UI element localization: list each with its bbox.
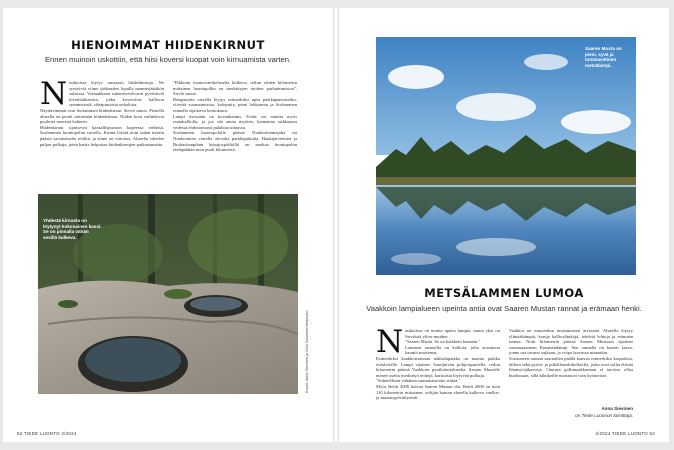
right-col1-p2: "Saaren Musta. Se on kaikkein kaunein." [405,339,481,345]
right-page [339,8,669,442]
photo-credit: Kuvat: Anna Sievinen ja Ossi Saarinen/Vastavalo [305,310,309,393]
left-page [3,8,333,442]
dropcap-n: N [40,76,68,112]
right-col1-p6: Myös Reitti 2000 kulvaa Saaren Mustan ohi. Reitti 2000 on noin 110 kilometrin mittainen, reilijän kuntan alueella kulkeva vaellus- ja maastopyöräilyreitti. [376,383,500,401]
left-photo-caption: Yhdestä kirnusta on löytynyt kokonainen kasvi. Se on pinnalla vähän vesillä kulkeva. [43,218,102,240]
right-photo-caption: Saaren Musta on pieni, syvä ja tummavetinen metsälampi. [585,46,622,68]
lake-photo [376,37,636,275]
author-role: on Tiede Luonnon toimittaja. [575,413,633,418]
left-folio: 52 TIEDE LUONTO 4/2024 [17,431,77,436]
author-name: Anna Sievinen [601,406,633,411]
left-col2-p1: "Pikkuiin luontovaeskeluselta kulkeva, reilun viiden kilometrin mittainen luontopolku on merkittyjen reittien parhaimmistoa", Sirviö sanoo. [173,80,297,97]
left-deck: Ennen muinoin uskottiin, että hiisi koversi kuopat voin kirnuamista varten. [44,55,292,64]
right-folio: 4/2024 TIEDE LUONTO 53 [595,431,655,436]
right-col1-p5: "Suhteellisen vähänen suunnistustaito riittää." [376,378,461,384]
left-col2-p4: Sorlammen luontopolulle pääsee Nuukiolonmajalta tai Nuukiontien varrella olevalta parkkipaikalta. Haukijärventien ja Brobackanpihan huoajoypäiliöllä on matkaa luontopolun eteläpäähän noin puoli kilometriä. [173,130,297,153]
left-col2-p2: Rengaseitin varrella löytyy esimerkiksi upea päätkäpanoaseltto, viiveää suomaimistoa, kelopuita, pieni lohkareita ja Sorlammen rannalla sijaitseva keittokatos. [173,96,297,113]
left-col1-p3: Hiidenkirnut sijaitsevat kansallispuiston kupeessa etelässä. Sorlammen luontopolun varrella. Kirnut löytää noin sadan metrin päästä varsinaiselta reitiltä, ja sinne on viitoitus. Alueelta riittelee paljon polkuja, joten kartta helpottaa hiidenkirnujen paikantamista. [40,124,164,147]
left-col2-p3: Lampi itsessään on kovankaunis. Eväät voi nauttia myös rantakalliolla, ja jos sää antaa myöten, kannattaa taikkaassa vedessä ehdottomasti pulahtaa uimassa. [173,113,297,130]
right-column-2 [509,328,633,378]
left-col1-p1: uukioissa löytyy runsaasti hiidenkirnuja. Ne syntyivät viime jääkauden lopulla mannerjäätikön sulaessa. Voimakkaan sulamisveslvirrat pyörittivät kivenlohkareita, jotka koversivat kallioon symmetrisiä, sileäpintaisia onkaloita. [69,80,164,108]
dropcap-n-right: N [376,324,404,360]
right-col2-p2: Soistuneen rannan saarnallen päällä kauvaa esimerkiksi karpaloita, tälloin sekä pyörä- ja pitkälleniskiholkoilla, jotka ovat sollia elävää lihansyöjäkasveja. Ominsa gollimaakkunnan ot tarvitse ollaa huolissaan, sillä kihokeille maistuvat vain hyönteiset. [509,355,633,378]
right-col1-p3: Lammen rannoilla on kalliota, jolta avautuvat kauniit maisemat. [405,344,500,356]
left-headline: HIENOIMMAT HIIDENKIRNUT [71,38,265,52]
right-col1-p4: Esimerkiksi kaakkoisrannan näköalapaikka on mainio paikka eväsleiville. Lampi sijaitsee Saarijärven pohjoispuolella, reilun kilometrin päässä Vaakkoin pysäköintialueelta. Saaren Mustalle menee useita merkittyä reittejä, karttoista löytyvää polkuja. [376,355,500,378]
left-col1-p2: Näyttävimmät ovat Sorlammen hiidenkirnut. Sirviö sanoo. Pienellä alueella on peräti seitsemän hiidenkirnua. Niiden koot vaihtelevat puolesta metristä kahteen. [40,107,164,125]
right-deck: Vaakkoin lampialueen upeinta antia ovat Saaren Mustan rannat ja erämaan henki. [366,304,642,313]
left-column-1 [40,76,164,147]
right-headline: METSÄLAMMEN LUMOA [424,286,584,300]
right-col2-p1: Vaakkoi on muutenkin tutustumisen arvoinen. Alueella löytyy ylimääkämpiä, karuja kallioylänköjä, tehdvät lehtoja ja erämaan tuntua. Noin kilometrin päässä Saaren Mustasta sijaitsee suomuaaaimen Kiasmendampi. Sen rannalla on kaunis laavu, jonne saa tavarat sujkaan, ja voipa laavussa uimaukin. [509,328,633,356]
right-col1-p1: uukioissa on monia upeita lampia, mutta yksi on Sirviöstä ylitse muiden. [405,328,500,339]
right-column-1 [376,324,500,401]
left-column-2 [173,80,297,153]
